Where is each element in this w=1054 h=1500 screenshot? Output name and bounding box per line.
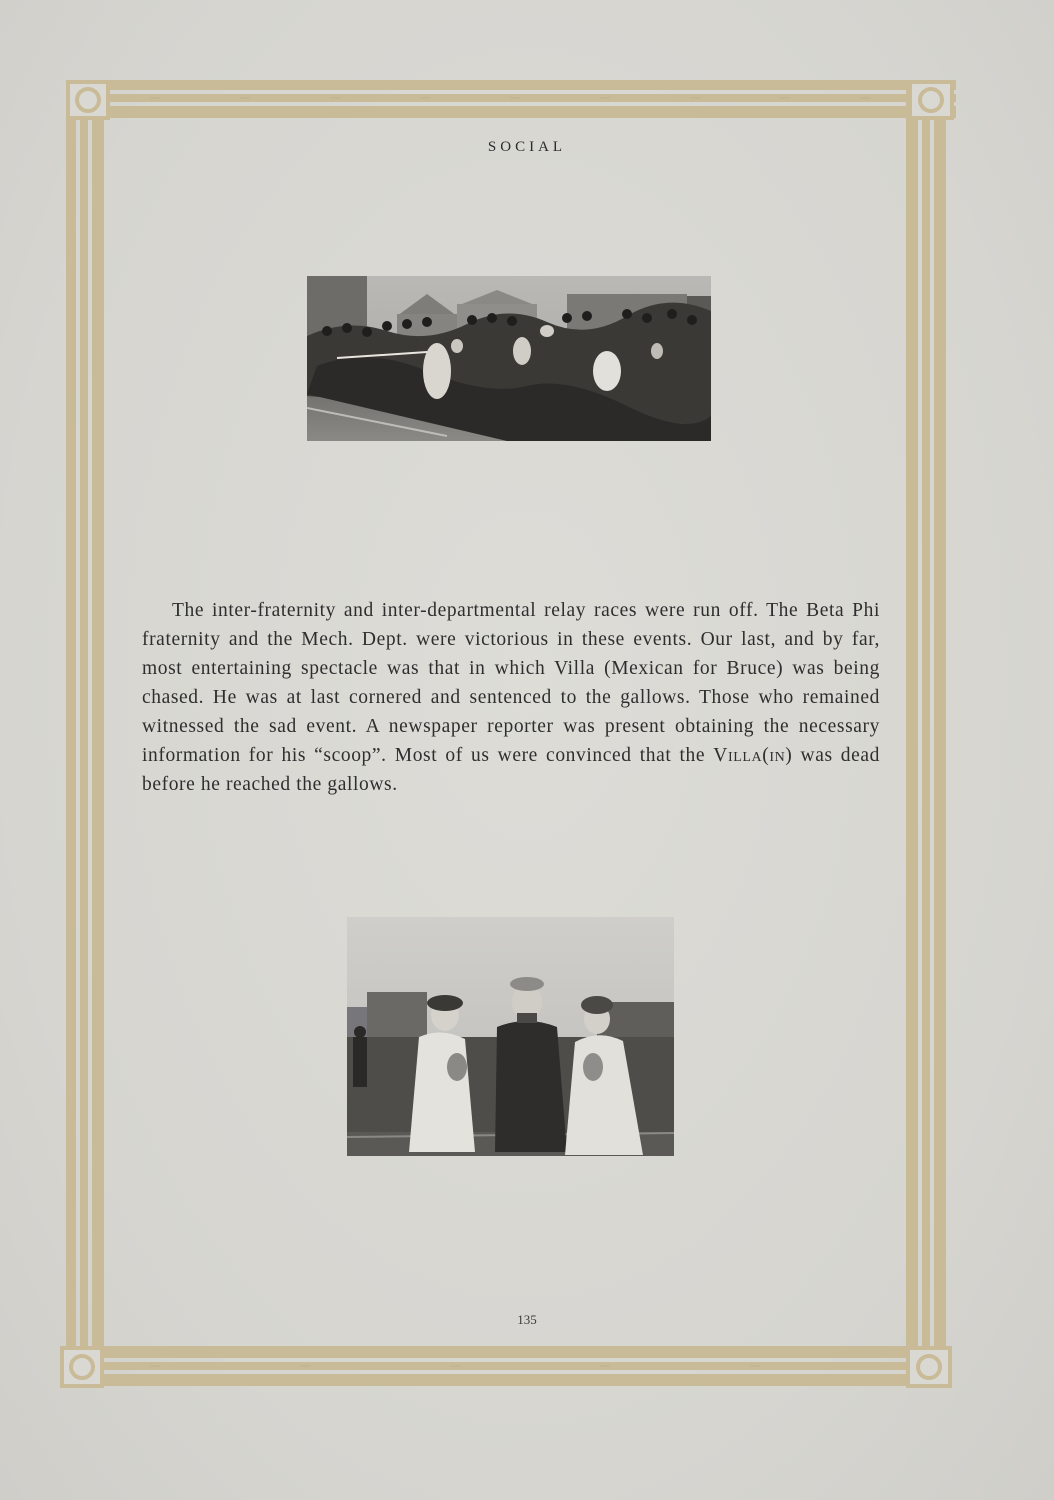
page-number: 135 bbox=[517, 1312, 537, 1327]
paragraph-text-start: The inter-fraternity and inter-departmental relay races were run off. The Beta Phi fraternity and the Mech. Dept. were victorious in these events. Our last, and by far, most entertaining spectacle was that in which Villa (Mexican for Bruce) was being chased. He was at last cornered and sentenced to the gallows. Those who remained witnessed the sad event. A newspaper reporter was present obtaining the necessary information for his “scoop”. Most of us were convinced that the bbox=[142, 599, 880, 766]
tug-of-war-photo bbox=[307, 276, 711, 441]
article-paragraph bbox=[142, 596, 880, 799]
section-title: SOCIAL bbox=[487, 139, 567, 155]
eating-contest-photo bbox=[347, 917, 674, 1156]
villain-small-caps: Villa(in) bbox=[713, 744, 793, 766]
paragraph-text-end: was dead before he reached the gallows. bbox=[142, 744, 880, 795]
